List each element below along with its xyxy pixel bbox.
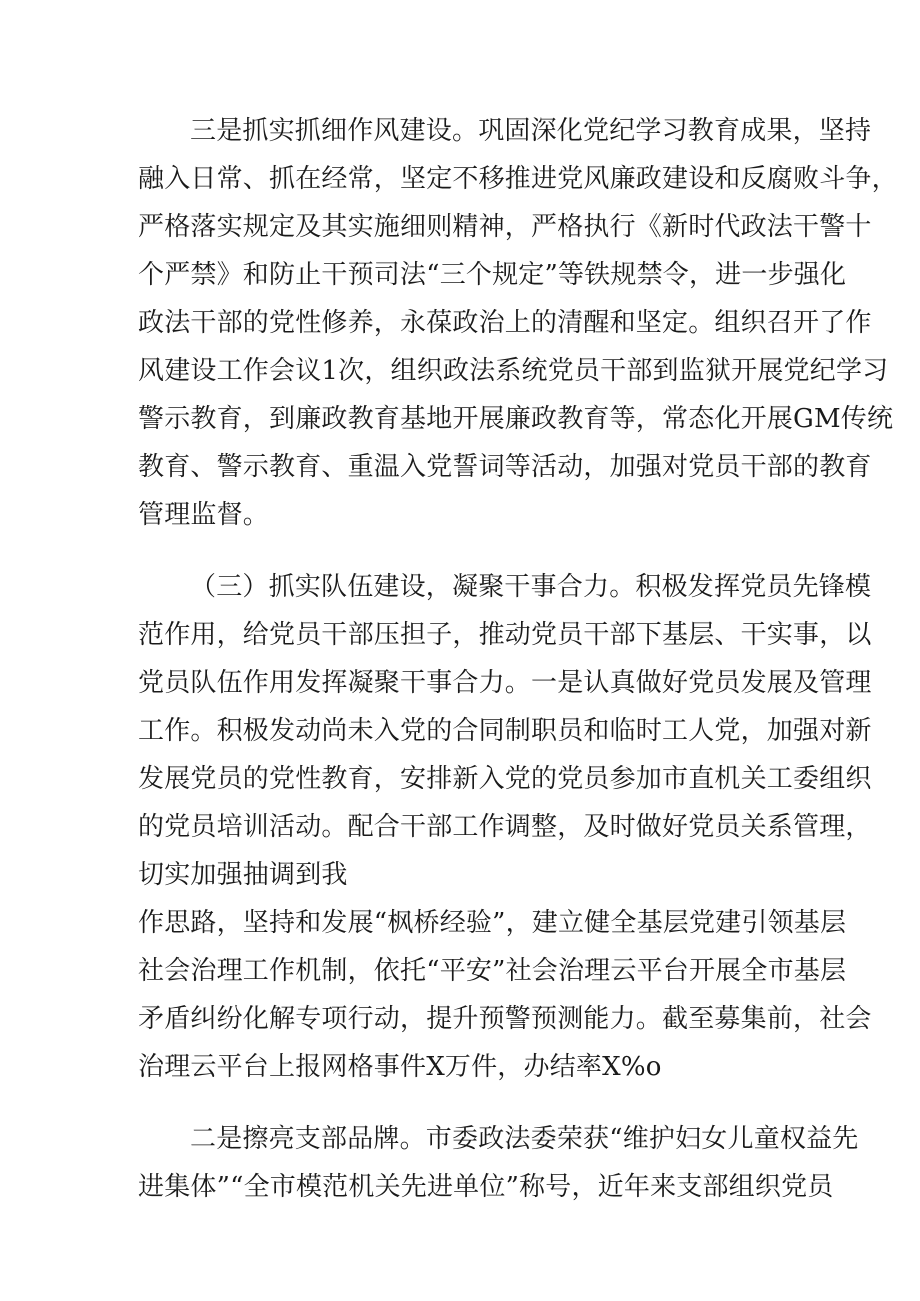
text-line: 矛盾纠纷化解专项行动，提升预警预测能力。截至募集前，社会 — [138, 1004, 872, 1034]
text-line: （三）抓实队伍建设，凝聚干事合力。积极发挥党员先锋模 — [190, 572, 872, 602]
text-line: 二是擦亮支部品牌。市委政法委荣获“维护妇女儿童权益先 — [190, 1124, 859, 1154]
text-line: 严格落实规定及其实施细则精神，严格执行《新时代政法干警十 — [138, 212, 872, 242]
text-line: 范作用，给党员干部压担子，推动党员干部下基层、干实事，以 — [138, 620, 872, 650]
text-line: 发展党员的党性教育，安排新入党的党员参加市直机关工委组织 — [138, 764, 872, 794]
text-line: 社会治理工作机制，依托“平安”社会治理云平台开展全市基层 — [138, 956, 847, 986]
text-line: 风建设工作会议1次，组织政法系统党员干部到监狱开展党纪学习 — [138, 356, 889, 386]
text-line: 的党员培训活动。配合干部工作调整，及时做好党员关系管理， — [138, 812, 872, 842]
text-line: 切实加强抽调到我 — [138, 860, 348, 890]
text-line: 三是抓实抓细作风建设。巩固深化党纪学习教育成果，坚持 — [190, 116, 872, 146]
text-line: 个严禁》和防止干预司法“三个规定”等铁规禁令，进一步强化 — [138, 260, 847, 290]
text-line: 作思路，坚持和发展“枫桥经验”，建立健全基层党建引领基层 — [138, 908, 847, 938]
text-line: 教育、警示教育、重温入党誓词等活动，加强对党员干部的教育 — [138, 452, 872, 482]
text-line: 治理云平台上报网格事件X万件，办结率X%o — [138, 1052, 662, 1082]
text-line: 政法干部的党性修养，永葆政治上的清醒和坚定。组织召开了作 — [138, 308, 872, 338]
text-line: 融入日常、抓在经常，坚定不移推进党风廉政建设和反腐败斗争， — [138, 164, 898, 194]
text-line: 管理监督。 — [138, 500, 270, 530]
text-line: 工作。积极发动尚未入党的合同制职员和临时工人党，加强对新 — [138, 716, 872, 746]
text-line: 党员队伍作用发挥凝聚干事合力。一是认真做好党员发展及管理 — [138, 668, 872, 698]
text-line: 进集体”“全市模范机关先进单位”称号，近年来支部组织党员 — [138, 1172, 834, 1202]
text-line: 警示教育，到廉政教育基地开展廉政教育等，常态化开展GM传统 — [138, 404, 894, 434]
